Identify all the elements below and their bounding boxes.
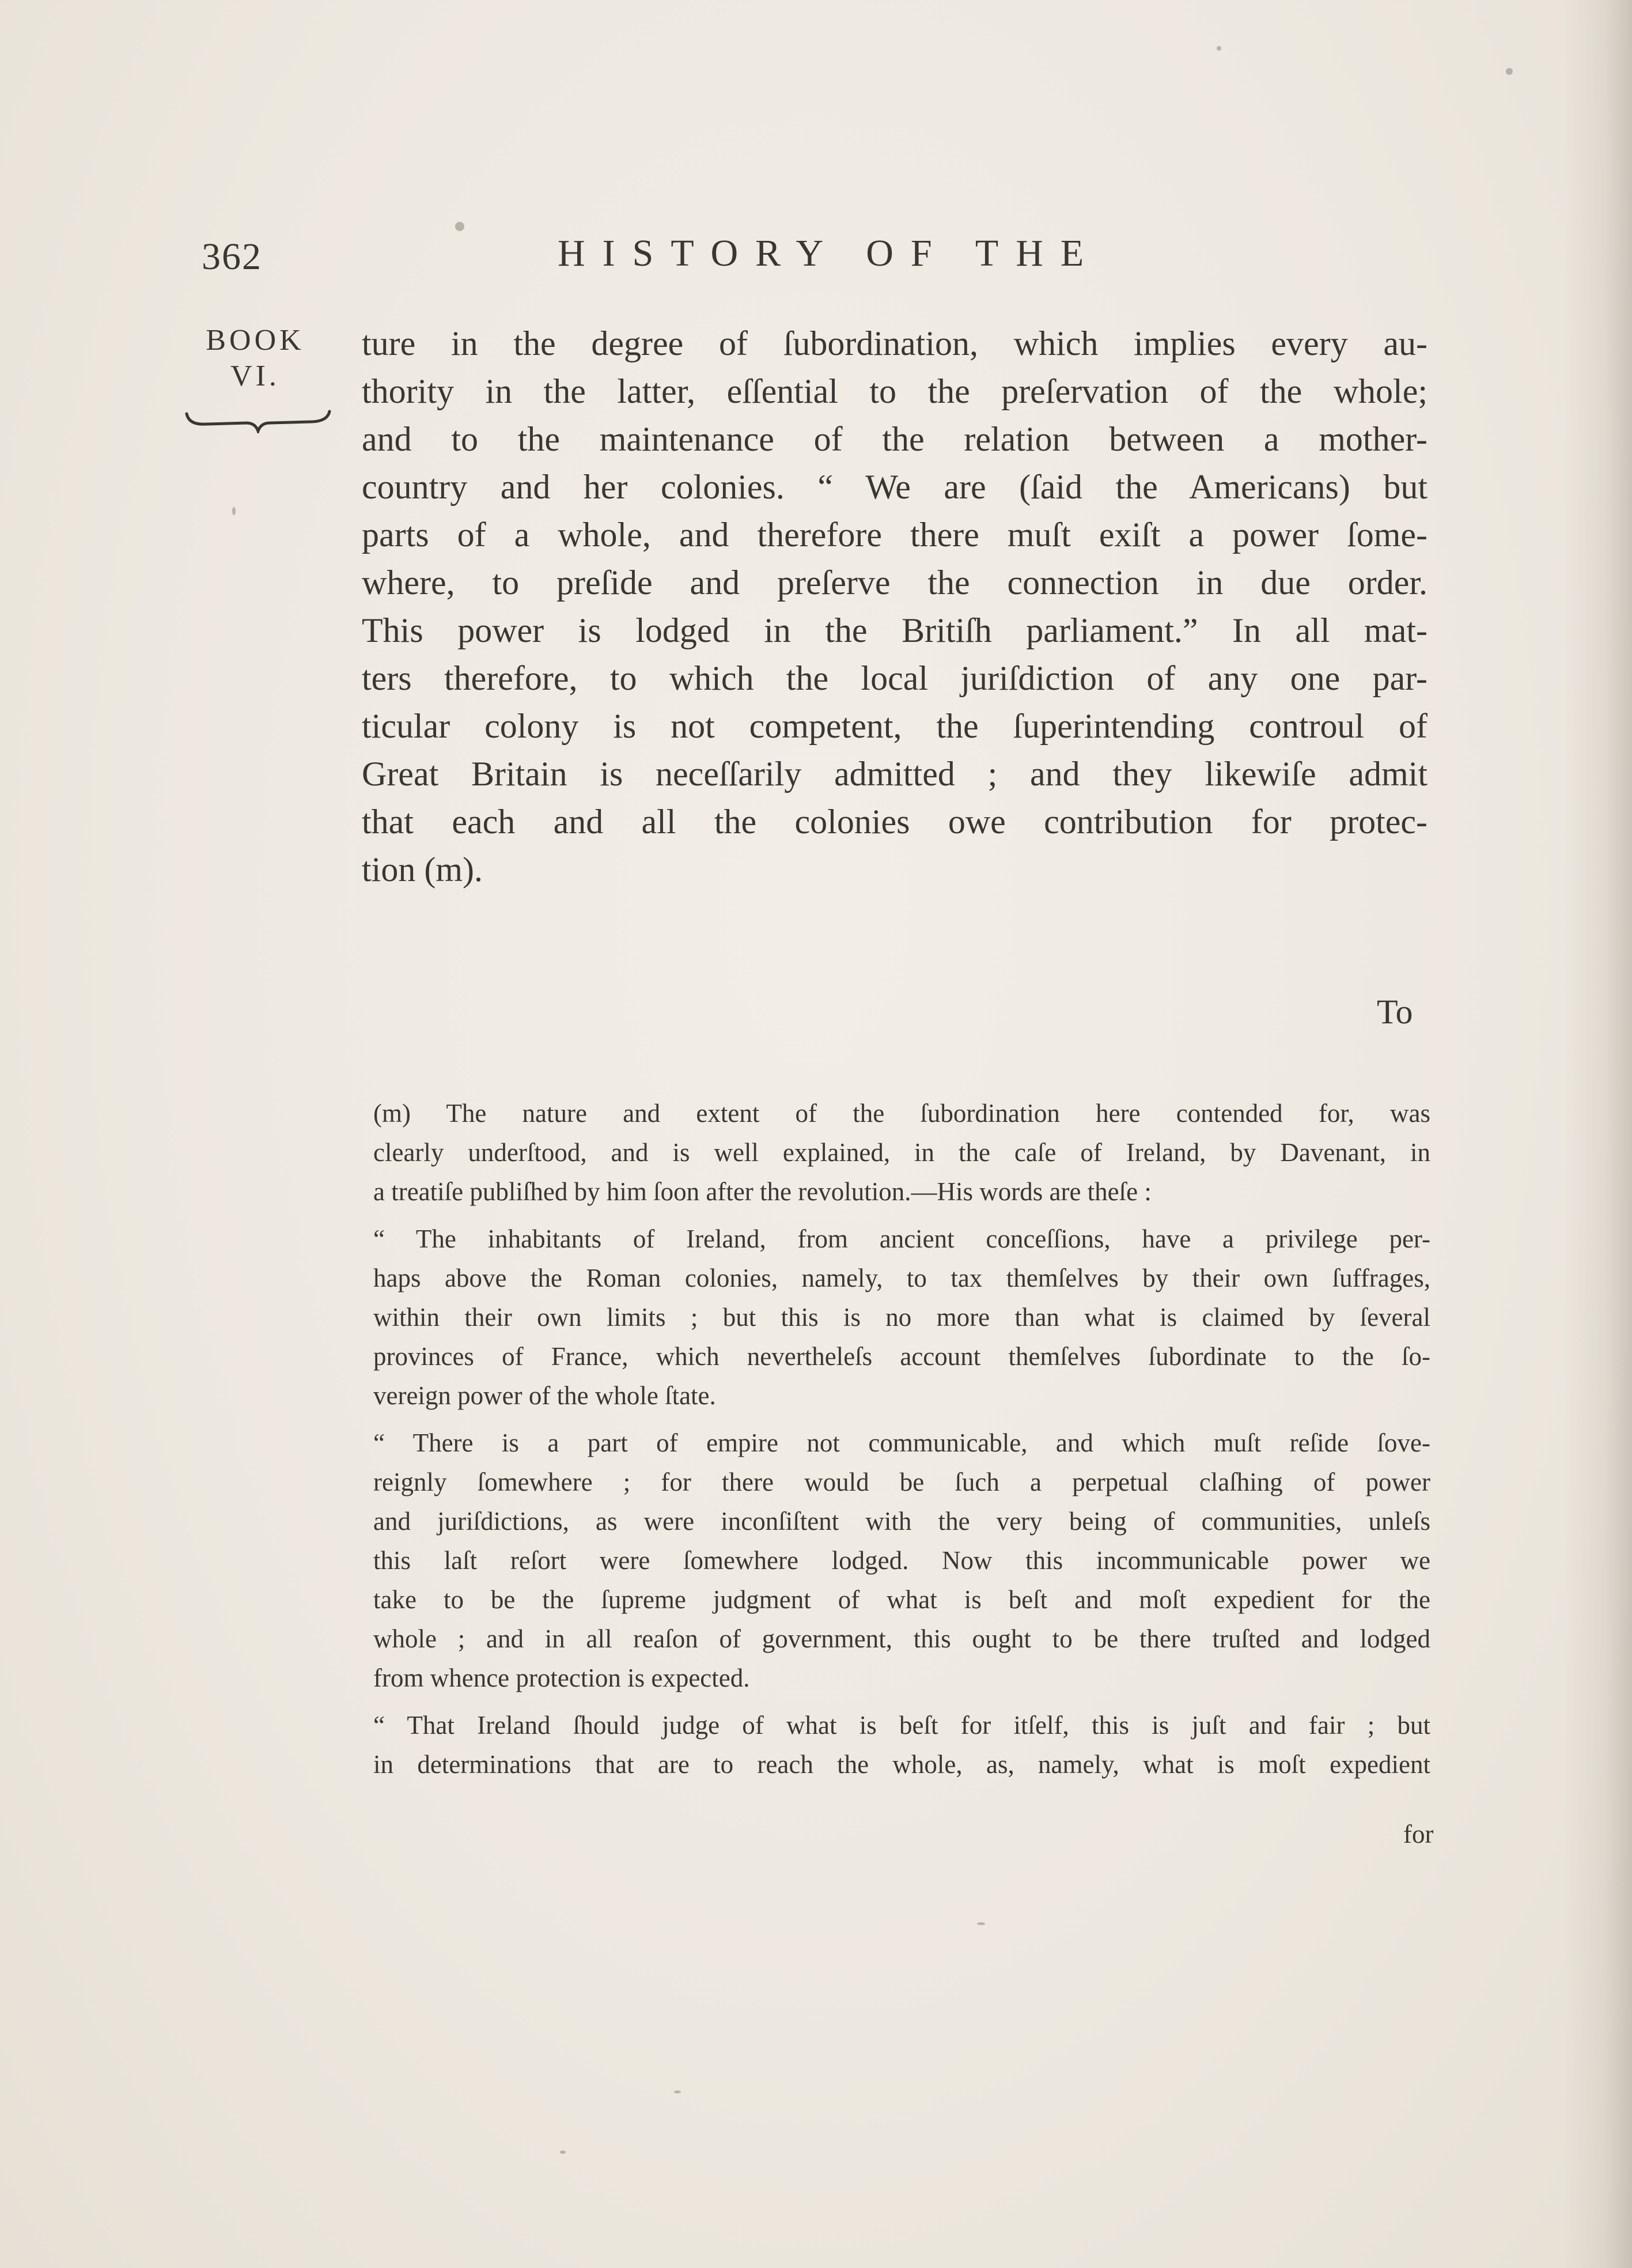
footnote-line: provinces of France, which nevertheleſs account themſelves ſubordinate to the ſo-: [373, 1342, 1430, 1371]
footnote-line: clearly underſtood, and is well explained, in the caſe of Ireland, by Davenant, in: [373, 1138, 1430, 1167]
footnote-paragraph: [373, 1094, 1430, 1211]
footnote-paragraph: [373, 1423, 1430, 1698]
catchword-main: To: [1377, 993, 1413, 1031]
main-text: [362, 320, 1427, 894]
footnote-line: within their own limits ; but this is no more than what is claimed by ſeveral: [373, 1303, 1430, 1332]
margin-brace-icon: [183, 408, 333, 433]
footnote-paragraph: [373, 1706, 1430, 1784]
footnotes: [373, 1094, 1430, 1792]
main-text-line: parts of a whole, and therefore there muſt exiſt a power ſome-: [362, 516, 1427, 554]
paper-speck: [560, 2150, 566, 2154]
footnote-line: “ That Ireland ſhould judge of what is beſt for itſelf, this is juſt and fair ; but: [373, 1711, 1430, 1740]
margin-note-book: BOOK: [206, 324, 305, 357]
catchword-footnote: for: [1403, 1820, 1434, 1849]
footnote-line: a treatiſe publiſhed by him ſoon after the revolution.—His words are theſe :: [373, 1177, 1152, 1206]
main-text-line: This power is lodged in the Britiſh parliament.” In all mat-: [362, 611, 1427, 649]
main-text-line: ters therefore, to which the local juriſdiction of any one par-: [362, 659, 1427, 697]
main-text-line: ture in the degree of ſubordination, which implies every au-: [362, 324, 1427, 362]
main-text-line: country and her colonies. “ We are (ſaid the Americans) but: [362, 468, 1427, 506]
main-text-line: that each and all the colonies owe contribution for protec-: [362, 803, 1427, 841]
page-edge-shadow: [1563, 0, 1632, 2268]
paper-speck: [232, 507, 236, 515]
footnote-line: take to be the ſupreme judgment of what is beſt and moſt expedient for the: [373, 1585, 1430, 1614]
footnote-paragraph: [373, 1219, 1430, 1415]
main-text-line: Great Britain is neceſſarily admitted ; and they likewiſe admit: [362, 755, 1427, 793]
paper-speck: [674, 2091, 681, 2093]
page-number: 362: [202, 236, 262, 278]
footnote-line: vereign power of the whole ſtate.: [373, 1381, 716, 1410]
margin-note-volume: VI.: [230, 360, 280, 392]
margin-note: [177, 323, 333, 394]
main-text-line: ticular colony is not competent, the ſuperintending controul of: [362, 707, 1427, 745]
footnote-line: from whence protection is expected.: [373, 1664, 750, 1692]
paper-speck: [1217, 46, 1221, 51]
footnote-line: reignly ſomewhere ; for there would be ſuch a perpetual claſhing of power: [373, 1468, 1430, 1496]
paper-speck: [977, 1922, 985, 1925]
footnote-line: “ There is a part of empire not communicable, and which muſt reſide ſove-: [373, 1428, 1430, 1457]
main-text-line: and to the maintenance of the relation between a mother-: [362, 420, 1427, 458]
paper-speck: [1506, 68, 1513, 75]
footnote-line: whole ; and in all reaſon of government, this ought to be there truſted and lodged: [373, 1624, 1430, 1653]
footnote-line: this laſt reſort were ſomewhere lodged. Now this incommunicable power we: [373, 1546, 1430, 1575]
footnote-line: haps above the Roman colonies, namely, to tax themſelves by their own ſuffrages,: [373, 1264, 1430, 1292]
main-text-line: tion (m).: [362, 850, 483, 889]
footnote-line: “ The inhabitants of Ireland, from ancient conceſſions, have a privilege per-: [373, 1224, 1430, 1253]
paper-speck: [455, 222, 464, 231]
running-head: HISTORY OF THE: [558, 232, 1101, 274]
main-text-line: thority in the latter, eſſential to the preſervation of the whole;: [362, 372, 1427, 410]
footnote-line: in determinations that are to reach the whole, as, namely, what is moſt expedient: [373, 1750, 1430, 1779]
main-text-line: where, to preſide and preſerve the connection in due order.: [362, 564, 1427, 602]
footnote-line: and juriſdictions, as were inconſiſtent with the very being of communities, unleſs: [373, 1507, 1430, 1536]
footnote-line: (m) The nature and extent of the ſubordination here contended for, was: [373, 1099, 1430, 1128]
